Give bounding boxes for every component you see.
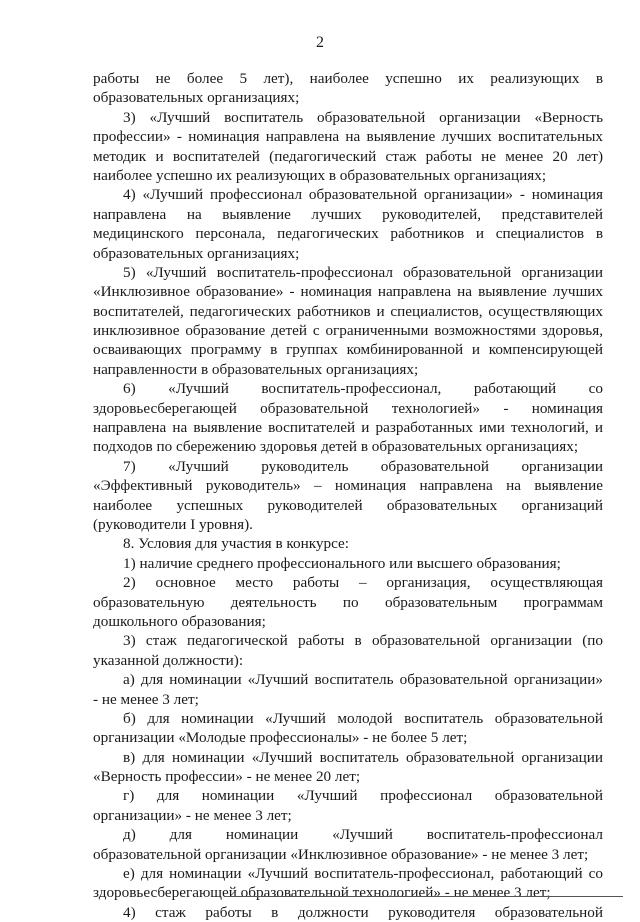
text-line: инклюзивное образование детей с ограниченными возможностями здоровья, (93, 322, 603, 340)
text-line: 2) основное место работы – организация, осуществляющая (123, 574, 603, 592)
text-line: (руководители I уровня). (93, 515, 253, 533)
page-number: 2 (316, 34, 324, 51)
text-line: подходов по сбережению здоровья детей в образовательных организациях; (93, 438, 579, 456)
text-line: 4) «Лучший профессионал образовательной организации» - номинация (123, 186, 603, 204)
footer-rule (228, 896, 623, 897)
text-line: в) для номинации «Лучший воспитатель образовательной организации (123, 748, 603, 766)
text-line: 6) «Лучший воспитатель-профессионал, работающий со (123, 380, 603, 398)
text-line: б) для номинации «Лучший молодой воспитатель образовательной (123, 709, 603, 727)
text-line: - не менее 3 лет; (93, 690, 199, 708)
text-line: образовательной организации «Инклюзивное образование» - не менее 3 лет; (93, 845, 589, 863)
text-line: 1) наличие среднего профессионального или высшего образования; (123, 554, 561, 572)
text-line: г) для номинации «Лучший профессионал образовательной (123, 787, 603, 805)
document-body (93, 69, 603, 922)
text-line: «Эффективный руководитель» – номинация направлена на выявление (93, 477, 603, 495)
text-line: здоровьесберегающей образовательной технологией» - номинация (93, 399, 603, 417)
text-line: 8. Условия для участия в конкурсе: (123, 535, 349, 553)
text-line: 5) «Лучший воспитатель-профессионал образовательной организации (123, 263, 603, 281)
text-line: работы не более 5 лет), наиболее успешно их реализующих в (93, 70, 603, 87)
text-line: образовательную деятельность по образовательным программам (93, 593, 603, 611)
text-line: 3) «Лучший воспитатель образовательной организации «Верность (123, 108, 603, 126)
text-line: здоровьесберегающей образовательной технологией» - не менее 3 лет; (93, 884, 551, 902)
text-line: «Инклюзивное образование» - номинация направлена на выявление лучших (93, 283, 603, 301)
text-line: методик и воспитателей (педагогический стаж работы не менее 20 лет) (93, 147, 603, 165)
text-line: воспитателей, педагогических работников и специалистов, осуществляющих (93, 302, 603, 320)
text-line: направлена на выявление лучших руководителей, представителей (93, 205, 603, 223)
text-line: указанной должности): (93, 651, 244, 669)
text-line: наиболее успешных руководителей образовательных организаций (93, 496, 603, 514)
text-line: организации» - не менее 3 лет; (93, 806, 292, 824)
text-line: профессии» - номинация направлена на выявление лучших воспитательных (93, 128, 603, 146)
text-line: направлена на выявление воспитателей и разработанных ими технологий, и (93, 419, 603, 437)
text-line: организации «Молодые профессионалы» - не более 5 лет; (93, 729, 468, 747)
text-line: осваивающих программу в группах комбинированной и компенсирующей (93, 341, 603, 359)
text-line: направленности в образовательных организациях; (93, 360, 419, 378)
text-line: «Верность профессии» - не менее 20 лет; (93, 768, 361, 786)
text-line: образовательных организациях; (93, 244, 300, 262)
text-line: а) для номинации «Лучший воспитатель образовательной организации» (123, 671, 603, 689)
text-line: д) для номинации «Лучший воспитатель-профессионал (123, 826, 603, 844)
text-line: 7) «Лучший руководитель образовательной организации (123, 457, 603, 475)
text-line: 4) стаж работы в должности руководителя образовательной (123, 903, 603, 921)
text-line: дошкольного образования; (93, 612, 266, 630)
text-line: 3) стаж педагогической работы в образовательной организации (по (123, 632, 603, 650)
text-line: медицинского персонала, педагогических работников и специалистов в (93, 225, 603, 243)
text-line: е) для номинации «Лучший воспитатель-профессионал, работающий со (123, 865, 603, 883)
text-line: образовательных организациях; (93, 89, 300, 107)
text-line: наиболее успешно их реализующих в образовательных организациях; (93, 166, 547, 184)
